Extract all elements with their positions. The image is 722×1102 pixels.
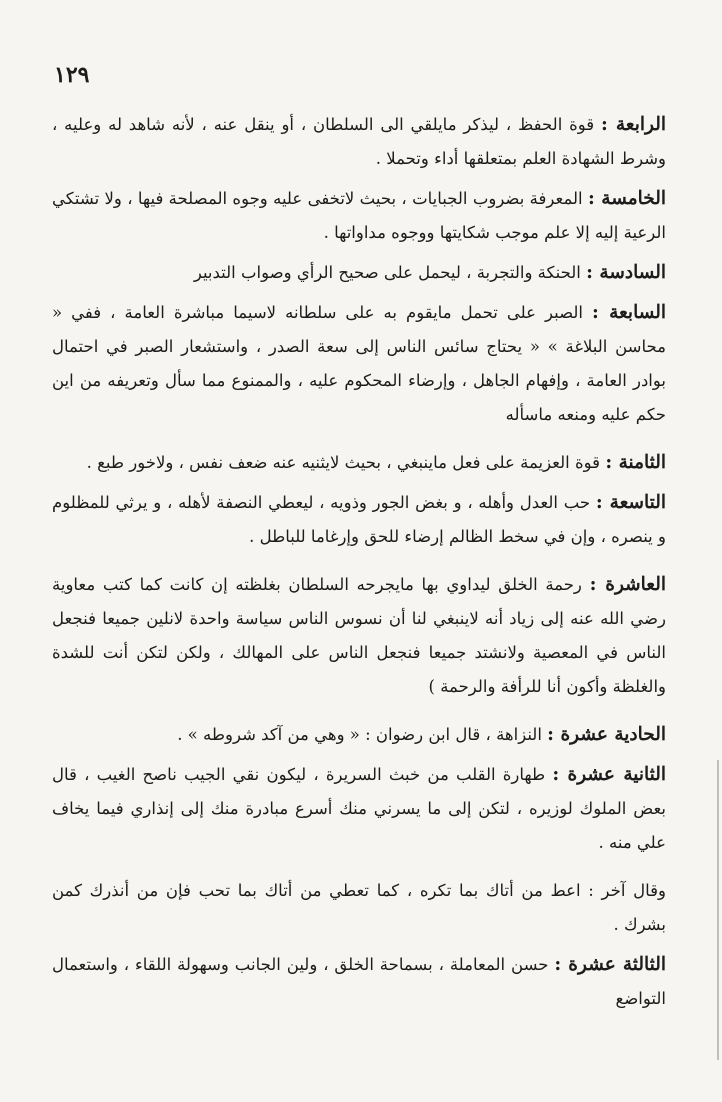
paragraph-heading: العاشرة : [589,574,666,595]
paragraph-heading: الحادية عشرة : [547,724,666,745]
paragraph-text: حسن المعاملة ، بسماحة الخلق ، ولين الجانب وسهولة اللقاء ، واستعمال التواضع [52,955,666,1008]
paragraph-ninth [52,486,666,554]
paragraph-text: النزاهة ، قال ابن رضوان : « وهي من آكد شروطه » . [177,725,548,744]
paragraph-text: المعرفة بضروب الجبايات ، بحيث لاتخفى عليه وجوه المصلحة فيها ، ولا تشتكي الرعية إليه إلا علم موجب شكايتها ووجوه مداواتها . [52,189,666,242]
paragraph-text: قوة العزيمة على فعل ماينبغي ، بحيث لايثنيه عنه ضعف نفس ، ولاخور طبع . [86,453,606,472]
page-number: ١٢٩ [54,62,90,88]
paragraph-text: وقال آخر : اعط من أتاك بما تكره ، كما تعطي من أتاك بما تحب فإن من أنذرك كمن بشرك . [52,881,666,934]
paragraph-heading: الثانية عشرة : [552,764,666,785]
page-edge-line [717,760,719,1060]
paragraph-text: حب العدل وأهله ، و بغض الجور وذويه ، ليعطي النصفة لأهله ، و يرثي للمظلوم و ينصره ، وإن في سخط الظالم إرضاء للحق وإرغاما للباطل . [52,493,666,546]
paragraph-heading: الرابعة : [601,114,666,135]
paragraph-text: قوة الحفظ ، ليذكر مايلقي الى السلطان ، أو ينقل عنه ، لأنه شاهد له وعليه ، وشرط الشهادة العلم بمتعلقها أداء وتحملا . [52,115,666,168]
paragraph-text: رحمة الخلق ليداوي بها مايجرحه السلطان بغلظته إن كانت كما كتب معاوية رضي الله عنه إلى زياد أنه لاينبغي لنا أن نسوس الناس سياسة واحدة لانلين جميعا فنجعل الناس في المعصية ولانشتد جميعا فنجعل الناس على المهالك ، ولكن لتكن أنت للشدة والغلظة وأكون أنا للرأفة والرحمة ) [52,575,666,696]
paragraph-sixth [52,256,666,290]
paragraph-text: الحنكة والتجربة ، ليحمل على صحيح الرأي وصواب التدبير [193,263,587,282]
page-body [52,108,666,1022]
paragraph-text: الصبر على تحمل مايقوم به على سلطانه لاسيما مباشرة العامة ، ففي « محاسن البلاغة » « يحتاج سائس الناس إلى سعة الصدر ، واستشعار الصبر في احتمال بوادر العامة ، وإفهام الجاهل ، وإرضاء المحكوم عليه ، والممنوع مما سأل وتعريفه من اين حكم عليه ومنعه ماسأله [52,303,666,424]
paragraph-heading: الثامنة : [605,452,666,473]
paragraph-eighth [52,446,666,480]
paragraph-heading: الخامسة : [587,188,666,209]
paragraph-heading: السادسة : [586,262,666,283]
paragraph-twelfth [52,758,666,860]
paragraph-eleventh [52,718,666,752]
paragraph-another-saying [52,874,666,942]
paragraph-fifth [52,182,666,250]
paragraph-seventh [52,296,666,432]
paragraph-tenth [52,568,666,704]
paragraph-thirteenth [52,948,666,1016]
paragraph-heading: السابعة : [592,302,667,323]
paragraph-heading: التاسعة : [595,492,666,513]
paragraph-heading: الثالثة عشرة : [554,954,666,975]
paragraph-fourth [52,108,666,176]
paragraph-text: طهارة القلب من خبث السريرة ، ليكون نقي الجيب ناصح الغيب ، قال بعض الملوك لوزيره ، لتكن إلى ما يسرني منك أسرع مبادرة منك إلى إنذاري فيما يخاف علي منه . [52,765,666,852]
